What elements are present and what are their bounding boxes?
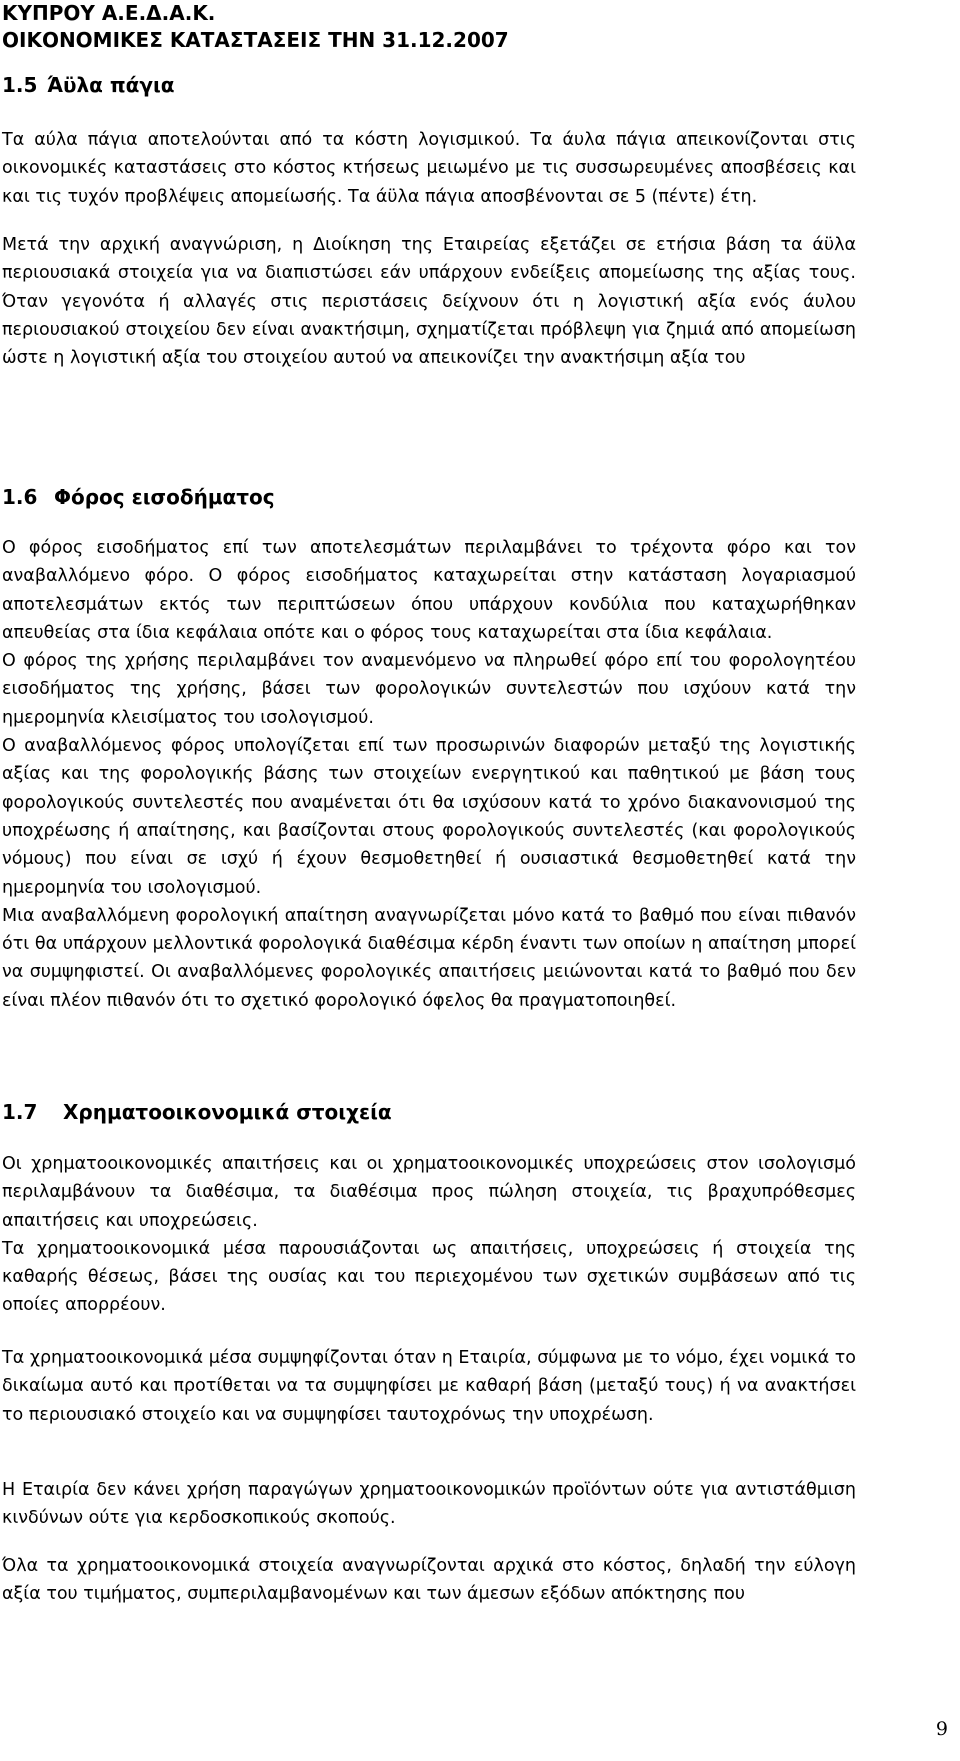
paragraph — [2, 1344, 856, 1429]
section-title: Χρηματοοικονομικά στοιχεία — [63, 1100, 392, 1124]
paragraph-text: Μετά την αρχική αναγνώριση, η Διοίκηση της Εταιρείας εξετάζει σε ετήσια βάση τα άϋλα περιουσιακά στοιχεία για να διαπιστώσει εάν υπάρχουν ενδείξεις απομείωσης της αξίας τους. Όταν γεγονότα ή αλλαγές στις περιστάσεις δείχνουν ότι η λογιστική αξία ενός άυλου περιουσιακού στοιχείου δεν είναι ανακτήσιμη, σχηματίζεται πρόβλεψη για ζημιά από απομείωση ώστε η λογιστική αξία του στοιχείου αυτού να απεικονίζει την ανακτήσιμη αξία του — [2, 235, 856, 369]
section-heading-1-5 — [2, 72, 175, 98]
section-title: Άϋλα πάγια — [47, 73, 175, 97]
paragraph-text: Ο φόρος εισοδήματος επί των αποτελεσμάτων περιλαμβάνει το τρέχοντα φόρο και τον αναβαλλόμενο φόρο. Ο φόρος εισοδήματος καταχωρείται στην κατάσταση λογαριασμού αποτελεσμάτων εκτός των περιπτώσεων όπου υπάρχουν κονδύλια που καταχωρήθηκαν απευθείας στα ίδια κεφάλαια οπότε και ο φόρος τους καταχωρείται στα ίδια κεφάλαια. — [2, 538, 856, 643]
paragraph-text: Η Εταιρία δεν κάνει χρήση παραγώγων χρηματοοικονομικών προϊόντων ούτε για αντιστάθμιση κινδύνων ούτε για κερδοσκοπικούς σκοπούς. — [2, 1480, 856, 1529]
paragraph — [2, 231, 856, 372]
paragraph-text: Ο φόρος της χρήσης περιλαμβάνει τον αναμενόμενο να πληρωθεί φόρο επί του φορολογητέου εισοδήματος της χρήσης, βάσει των φορολογικών συντελεστών που ισχύουν κατά την ημερομηνία κλεισίματος του ισολογισμού. — [2, 651, 856, 728]
paragraph — [2, 534, 856, 1015]
section-heading-1-6 — [2, 484, 275, 510]
page-header — [2, 0, 509, 54]
paragraph-text: Ο αναβαλλόμενος φόρος υπολογίζεται επί των προσωρινών διαφορών μεταξύ της λογιστικής αξίας και της φορολογικής βάσης των στοιχείων ενεργητικού και παθητικού με βάση τους φορολογικούς συντελεστές που αναμένεται ότι θα ισχύσουν κατά το χρόνο διακανονισμού της υποχρέωσης ή απαίτησης, και βασίζονται στους φορολογικούς συντελεστές (και φορολογικούς νόμους) που είναι σε ισχύ ή έχουν θεσμοθετηθεί ή ουσιαστικά θεσμοθετηθεί κατά την ημερομηνία του ισολογισμού. — [2, 736, 856, 898]
company-name: ΚΥΠΡΟΥ Α.Ε.Δ.Α.Κ. — [2, 1, 216, 25]
section-number: 1.5 — [2, 73, 38, 97]
paragraph-text: Τα χρηματοοικονομικά μέσα παρουσιάζονται ως απαιτήσεις, υποχρεώσεις ή στοιχεία της καθαρής θέσεως, βάσει της ουσίας και του περιεχομένου των σχετικών συμβάσεων από τις οποίες απορρέουν. — [2, 1238, 856, 1316]
paragraph — [2, 1552, 856, 1609]
section-number: 1.7 — [2, 1100, 38, 1124]
paragraph — [2, 126, 856, 211]
paragraph — [2, 1150, 856, 1320]
paragraph-text: Μια αναβαλλόμενη φορολογική απαίτηση αναγνωρίζεται μόνο κατά το βαθμό που είναι πιθανόν ότι θα υπάρχουν μελλοντικά φορολογικά διαθέσιμα κέρδη έναντι των οποίων η απαίτηση μπορεί να συμψηφιστεί. Οι αναβαλλόμενες φορολογικές απαιτήσεις μειώνονται κατά το βαθμό που δεν είναι πλέον πιθανόν ότι το σχετικό φορολογικό όφελος θα πραγματοποιηθεί. — [2, 905, 856, 1011]
statements-title: ΟΙΚΟΝΟΜΙΚΕΣ ΚΑΤΑΣΤΑΣΕΙΣ ΤΗΝ 31.12.2007 — [2, 28, 509, 52]
paragraph-text: Οι χρηματοοικονομικές απαιτήσεις και οι χρηματοοικονομικές υποχρεώσεις στον ισολογισμό περιλαμβάνουν τα διαθέσιμα, τα διαθέσιμα προς πώληση στοιχεία, τις βραχυπρόθεσμες απαιτήσεις και υποχρεώσεις. — [2, 1154, 856, 1231]
paragraph-text: Όλα τα χρηματοοικονομικά στοιχεία αναγνωρίζονται αρχικά στο κόστος, δηλαδή την εύλογη αξία του τιμήματος, συμπεριλαμβανομένων και των άμεσων εξόδων απόκτησης που — [2, 1556, 856, 1605]
paragraph — [2, 1476, 856, 1533]
page-number: 9 — [935, 1718, 948, 1740]
paragraph-text: Τα αύλα πάγια αποτελούνται από τα κόστη λογισμικού. Τα άυλα πάγια απεικονίζονται στις οικονομικές καταστάσεις στο κόστος κτήσεως μειωμένο με τις συσσωρευμένες αποσβέσεις και και τις τυχόν προβλέψεις απομείωσής. Τα άϋλα πάγια αποσβένονται σε 5 (πέντε) έτη. — [2, 130, 856, 207]
paragraph-text: Τα χρηματοοικονομικά μέσα συμψηφίζονται όταν η Εταιρία, σύμφωνα με το νόμο, έχει νομικά το δικαίωμα αυτό και προτίθεται να τα συμψηφίσει με καθαρή βάση (μεταξύ τους) ή να ανακτήσει το περιουσιακό στοιχείο και να συμψηφίσει ταυτοχρόνως την υποχρέωση. — [2, 1348, 856, 1425]
section-title: Φόρος εισοδήματος — [54, 485, 275, 509]
section-number: 1.6 — [2, 485, 38, 509]
section-heading-1-7 — [2, 1099, 392, 1125]
